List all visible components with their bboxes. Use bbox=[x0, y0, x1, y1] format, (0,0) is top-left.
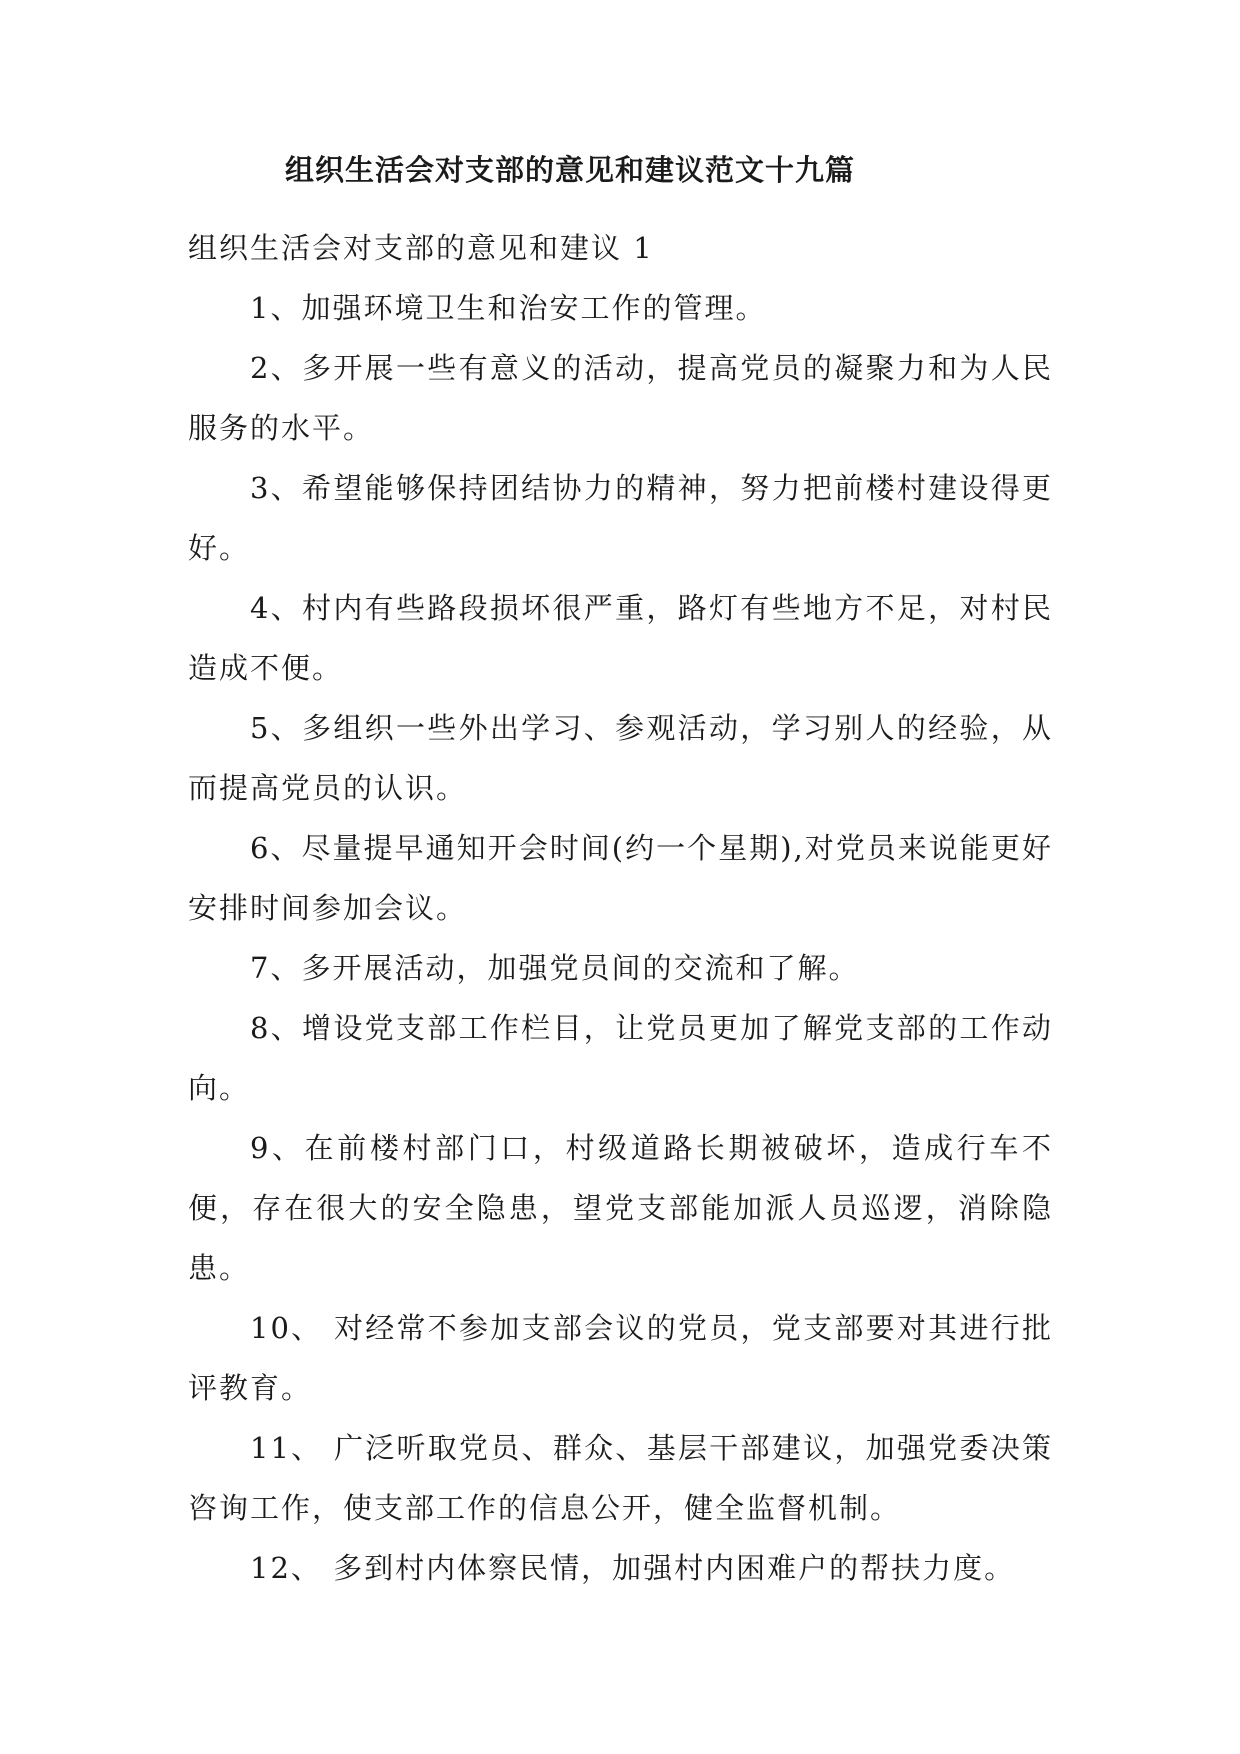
suggestion-item-9: 9、在前楼村部门口，村级道路长期被破坏，造成行车不便，存在很大的安全隐患，望党支部能加派人员巡逻，消除隐患。 bbox=[188, 1131, 1053, 1285]
suggestion-item-4: 4、村内有些路段损坏很严重，路灯有些地方不足，对村民造成不便。 bbox=[188, 591, 1053, 685]
suggestion-item-6: 6、尽量提早通知开会时间(约一个星期),对党员来说能更好安排时间参加会议。 bbox=[188, 831, 1053, 925]
document-title: 组织生活会对支部的意见和建议范文十九篇 bbox=[284, 153, 855, 187]
suggestion-item-11: 11、 广泛听取党员、群众、基层干部建议，加强党委决策咨询工作，使支部工作的信息公开，健全监督机制。 bbox=[188, 1431, 1053, 1525]
suggestion-item-8: 8、增设党支部工作栏目，让党员更加了解党支部的工作动向。 bbox=[188, 1011, 1053, 1105]
suggestion-item-3: 3、希望能够保持团结协力的精神，努力把前楼村建设得更好。 bbox=[188, 471, 1053, 565]
document-body bbox=[188, 218, 1053, 1598]
suggestion-item-1: 1、加强环境卫生和治安工作的管理。 bbox=[250, 291, 767, 325]
suggestion-list bbox=[188, 278, 1053, 1598]
suggestion-item-2: 2、多开展一些有意义的活动，提高党员的凝聚力和为人民服务的水平。 bbox=[188, 351, 1053, 445]
suggestion-item-5: 5、多组织一些外出学习、参观活动，学习别人的经验，从而提高党员的认识。 bbox=[188, 711, 1053, 805]
section-heading: 组织生活会对支部的意见和建议 1 bbox=[188, 231, 654, 265]
suggestion-item-7: 7、多开展活动，加强党员间的交流和了解。 bbox=[250, 951, 860, 985]
suggestion-item-10: 10、 对经常不参加支部会议的党员，党支部要对其进行批评教育。 bbox=[188, 1311, 1053, 1405]
suggestion-item-12: 12、 多到村内体察民情，加强村内困难户的帮扶力度。 bbox=[250, 1551, 1016, 1585]
